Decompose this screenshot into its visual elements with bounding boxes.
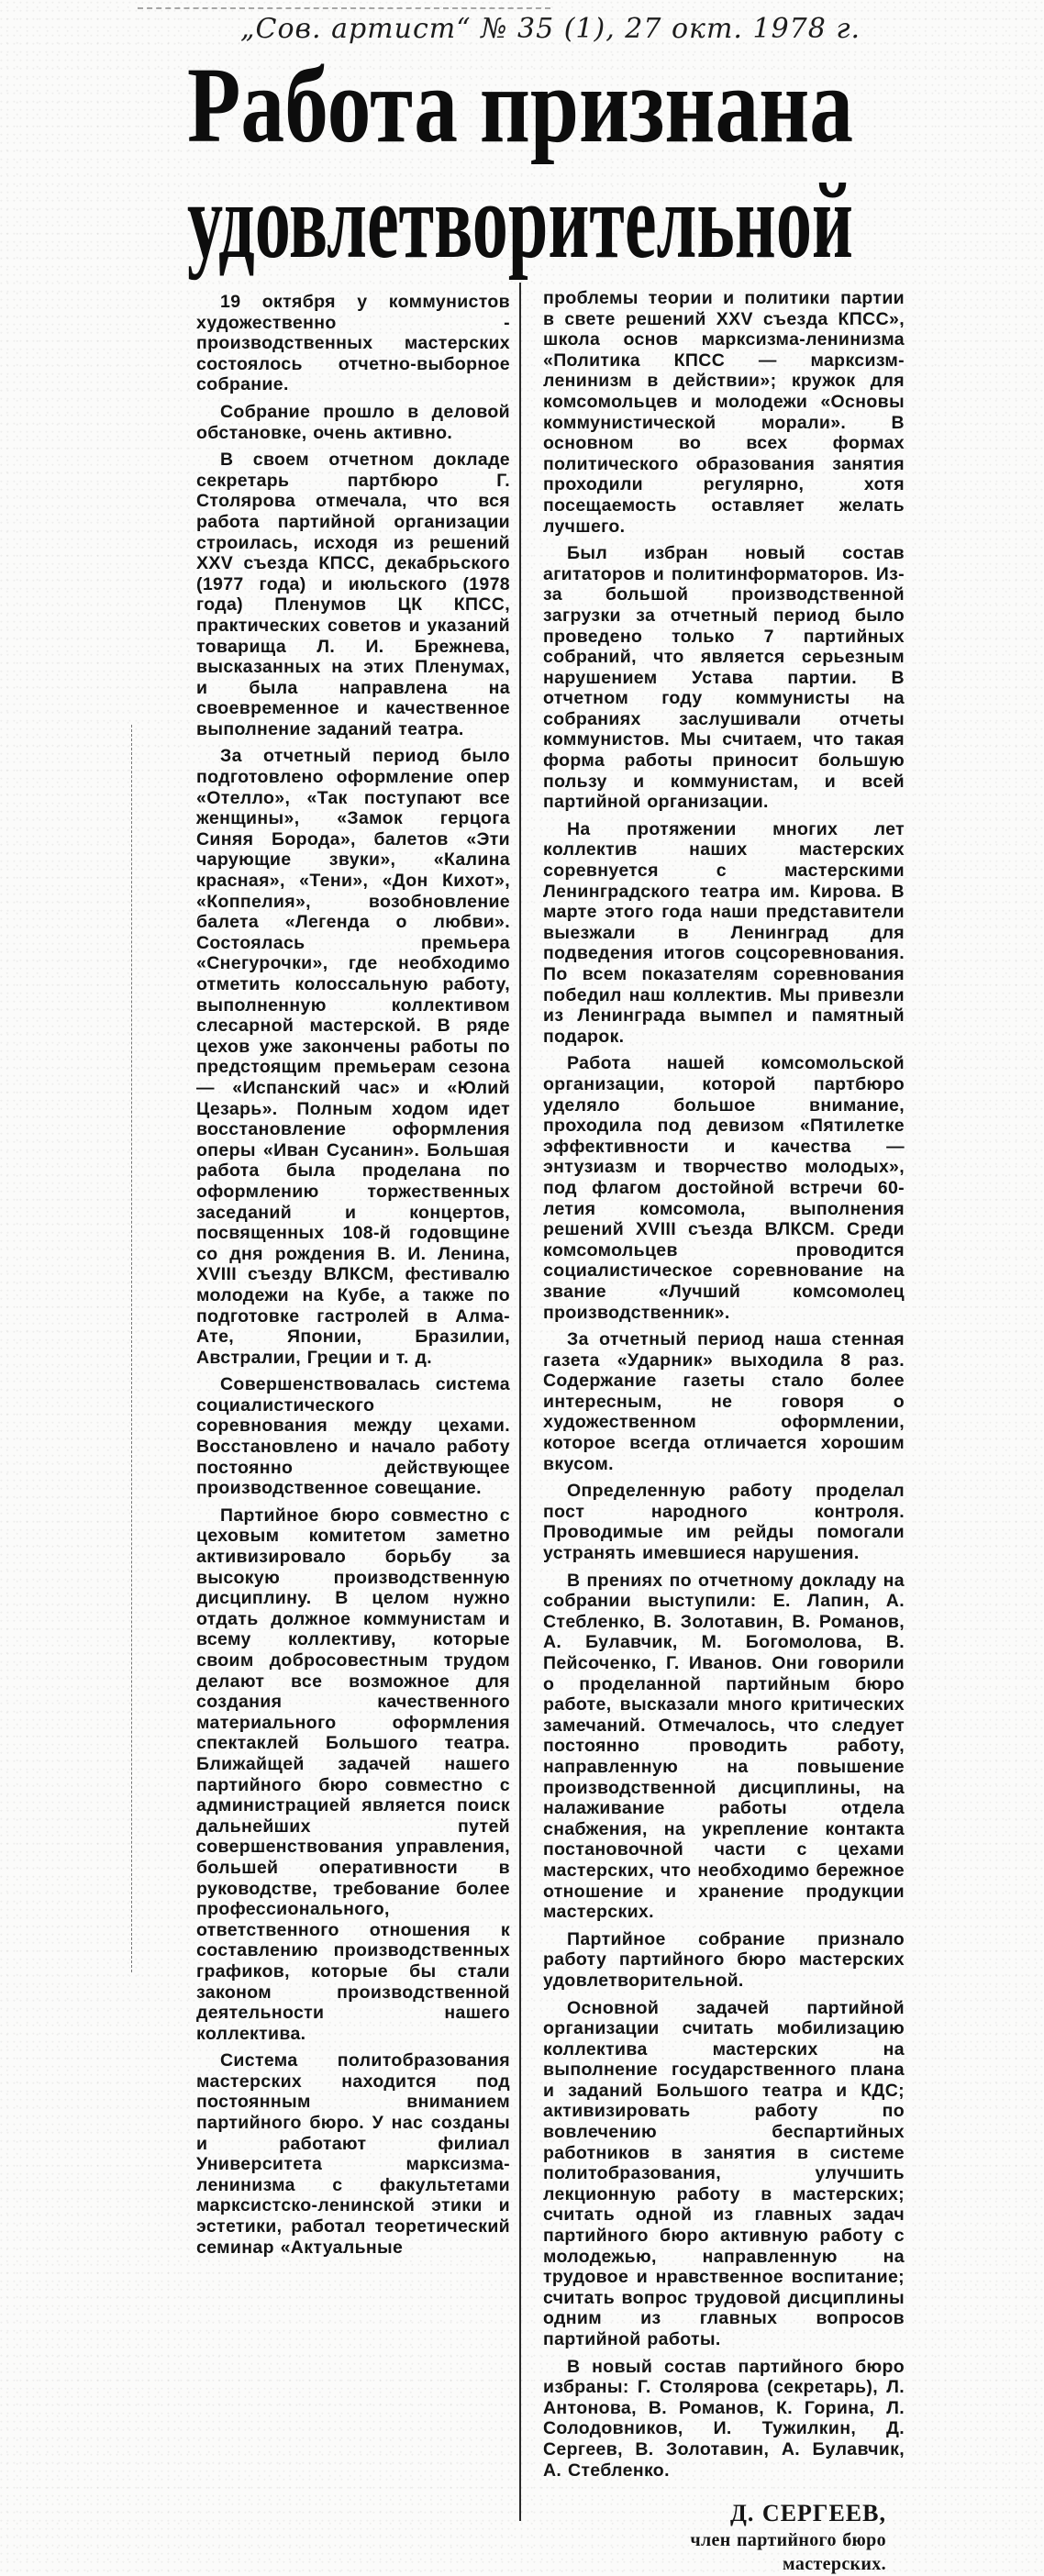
left-margin-line xyxy=(131,725,132,1972)
paragraph: Был избран новый состав агитаторов и политинформаторов. Из-за большой производственной загрузки за отчетный период было проведено только 7 партийных собраний, что является серьезным нарушением Устава партии. В отчетном году коммунисты на собраниях заслушивали отчеты коммунистов. Мы считаем, что такая форма работы приносит большую пользу и коммунистам, и всей партийной организации. xyxy=(543,543,905,813)
paragraph: Работа нашей комсомольской организации, которой партбюро уделяло большое внимание, проходила под девизом «Пятилетке эффективности и качества — энтузиазм и творчество молодых», под флагом достойной встречи 60-летия комсомола, выполнения решений XVIII съезда ВЛКСМ. Среди комсомольцев проводится социалистическое соревнование на звание «Лучший комсомолец производственник». xyxy=(543,1053,905,1323)
author-role: член партийного бюро xyxy=(690,2530,886,2551)
handwritten-source-note: „Сов. артист“ № 35 (1), 27 окт. 1978 г. xyxy=(240,13,861,45)
paragraph: 19 октября у коммунистов художественно - производственных мастерских состоялось отчетно-выборное собрание. xyxy=(196,292,510,395)
headline-line-2: удовлетворительной xyxy=(187,161,853,281)
author-signature xyxy=(543,2499,905,2576)
paragraph: В новый состав партийного бюро избраны: Г. Столярова (секретарь), Л. Антонова, В. Романов, К. Горина, Л. Солодовников, И. Тужилкин, Д. Сергеев, В. Золотавин, А. Булавчик, А. Стебленко. xyxy=(543,2356,905,2481)
author-name: Д. СЕРГЕЕВ, xyxy=(730,2500,886,2527)
paragraph: За отчетный период было подготовлено оформление опер «Отелло», «Так поступают все женщины», «Замок герцога Синяя Борода», балетов «Эти чарующие звуки», «Калина красная», «Тени», «Дон Кихот», «Коппелия», возобновление балета «Легенда о любви». Состоялась премьера «Снегурочки», где необходимо отметить колоссальную работу, выполненную коллективом слесарной мастерской. В ряде цехов уже закончены работы по предстоящим премьерам сезона — «Испанский час» и «Юлий Цезарь». Полным ходом идет восстановление оформления оперы «Иван Сусанин». Большая работа была проделана по оформлению торжественных заседаний и концертов, посвященных 108-й годовщине со дня рождения В. И. Ленина, XVIII съезду ВЛКСМ, фестивалю молодежи на Кубе, а также по подготовке гастролей в Алма-Ате, Японии, Бразилии, Австралии, Греции и т. д. xyxy=(196,746,510,1368)
paragraph: Партийное собрание признало работу партийного бюро мастерских удовлетворительной. xyxy=(543,1928,905,1991)
clipping-edge xyxy=(138,7,550,9)
article-column-left xyxy=(196,292,510,2264)
paragraph: Система политобразования мастерских находится под постоянным вниманием партийного бюро. У нас созданы и работают филиал Университета марксизма-ленинизма с факультетами марксистско-ленинской этики и эстетики, работал теоретический семинар «Актуальные xyxy=(196,2050,510,2258)
author-role-cont: мастерских. xyxy=(783,2554,886,2575)
headline-line-1: Работа признана xyxy=(187,45,853,165)
paragraph: Партийное бюро совместно с цеховым комитетом заметно активизировало борьбу за высокую производственную дисциплину. В целом нужно отдать должное коммунистам и всему коллективу, которые своим добросовестным трудом делают все возможное для создания качественного материального оформления спектаклей Большого театра. Ближайщей задачей нашего партийного бюро совместно с администрацией является поиск дальнейших путей совершенствования управления, большей оперативности в руководстве, требование более профессионального, ответственного отношения к составлению производственных графиков, которые бы стали законом производственной деятельности нашего коллектива. xyxy=(196,1505,510,2044)
column-divider xyxy=(519,283,521,2521)
paragraph: На протяжении многих лет коллектив наших мастерских соревнуется с мастерскими Ленинградского театра им. Кирова. В марте этого года наши представители выезжали в Ленинград для подведения итогов соцсоревнования. По всем показателям соревнования победил наш коллектив. Мы привезли из Ленинграда вымпел и памятный подарок. xyxy=(543,818,905,1047)
article-column-right xyxy=(543,288,905,2576)
paragraph: Основной задачей партийной организации считать мобилизацию коллектива мастерских на выполнение государственного плана и заданий Большого театра и КДС; активизировать работу по вовлечению беспартийных работников в занятия в системе политобразования, улучшить лекционную работу в мастерских; считать одной из главных задач партийного бюро активную работу с молодежью, направленную на трудовое и нравственное воспитание; считать вопрос трудовой дисциплины одним из главных вопросов партийной работы. xyxy=(543,1997,905,2349)
paragraph: Совершенствовалась система социалистического соревнования между цехами. Восстановлено и начало работу постоянно действующее производственное совещание. xyxy=(196,1374,510,1499)
paragraph: В своем отчетном докладе секретарь партбюро Г. Столярова отмечала, что вся работа партийной организации строилась, исходя из решений XXV съезда КПСС, декабрьского (1977 года) и июльского (1978 года) Пленумов ЦК КПСС, практических советов и указаний товарища Л. И. Брежнева, высказанных на этих Пленумах, и была направлена на своевременное и качественное выполнение заданий театра. xyxy=(196,450,510,739)
paragraph: Определенную работу проделал пост народного контроля. Проводимые им рейды помогали устранять имевшиеся нарушения. xyxy=(543,1481,905,1564)
paragraph: проблемы теории и политики партии в свете решений XXV съезда КПСС», школа основ марксизма-ленинизма «Политика КПСС — марксизм-ленинизм в действии»; кружок для комсомольцев и молодежи «Основы коммунистической морали». В основном во всех формах политического образования занятия проходили регулярно, хотя посещаемость оставляет желать лучшего. xyxy=(543,288,905,537)
paragraph: Собрание прошло в деловой обстановке, очень активно. xyxy=(196,401,510,443)
paragraph: За отчетный период наша стенная газета «Ударник» выходила 8 раз. Содержание газеты стало более интересным, не говоря о художественном оформлении, которое всегда отличается хорошим вкусом. xyxy=(543,1329,905,1474)
paragraph: В прениях по отчетному докладу на собрании выступили: Е. Лапин, А. Стебленко, В. Золотавин, В. Романов, А. Булавчик, М. Богомолова, В. Пейсоченко, Г. Иванов. Они говорили о проделанной партийным бюро работе, высказали много критических замечаний. Отмечалось, что следует постоянно проводить работу, направленную на повышение производственной дисциплины, на налаживание работы отдела снабжения, на укрепление контакта постановочной части с цехами мастерских, что необходимо бережное отношение и хранение продукции мастерских. xyxy=(543,1570,905,1923)
